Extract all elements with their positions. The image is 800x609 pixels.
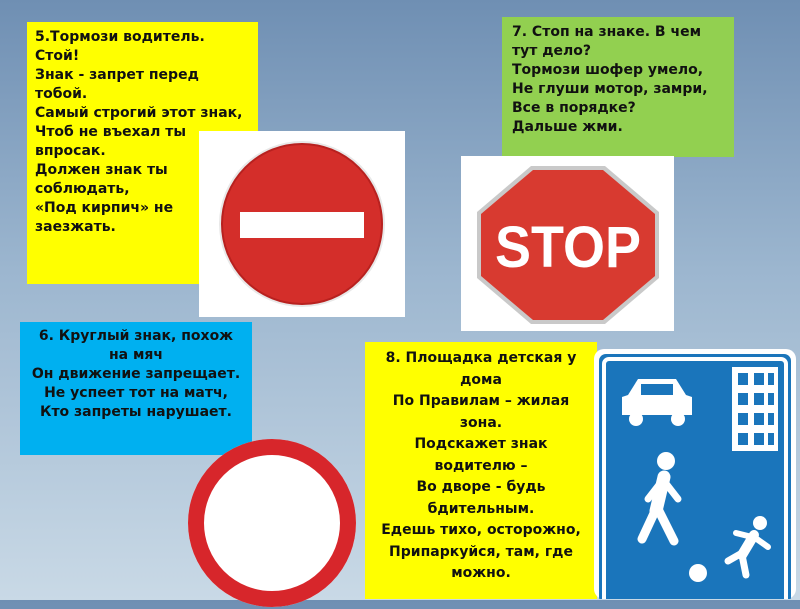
building-icon — [732, 367, 778, 451]
riddle-card-5: 5.Тормози водитель. Стой! Знак - запрет перед тобой. Самый строгий этот знак, Чтоб не въехал ты впросак. Должен знак ты соблюдать, «Под кирпич» не заезжать. — [27, 22, 258, 284]
stop-sign-panel — [461, 156, 674, 331]
stop-sign-icon — [473, 164, 663, 326]
riddle-card-7: 7. Стоп на знаке. В чем тут дело? Тормози шофер умело, Не глуши мотор, замри, Все в порядке? Дальше жми. — [502, 17, 734, 157]
riddle-card-6: 6. Круглый знак, похож на мяч Он движение запрещает. Не успеет тот на матч, Кто запреты нарушает. — [20, 322, 252, 455]
no-entry-sign-icon — [217, 139, 387, 309]
no-traffic-sign-icon — [186, 437, 358, 609]
stop-sign-label: STOP — [495, 215, 641, 280]
living-zone-sign-icon — [594, 349, 796, 599]
no-entry-sign-panel — [199, 131, 405, 317]
riddle-card-8: 8. Площадка детская у дома По Правилам – жилая зона. Подскажет знак водителю – Во дворе - будь бдительным. Едешь тихо, осторожно, Припаркуйся, там, где можно. — [365, 342, 597, 599]
